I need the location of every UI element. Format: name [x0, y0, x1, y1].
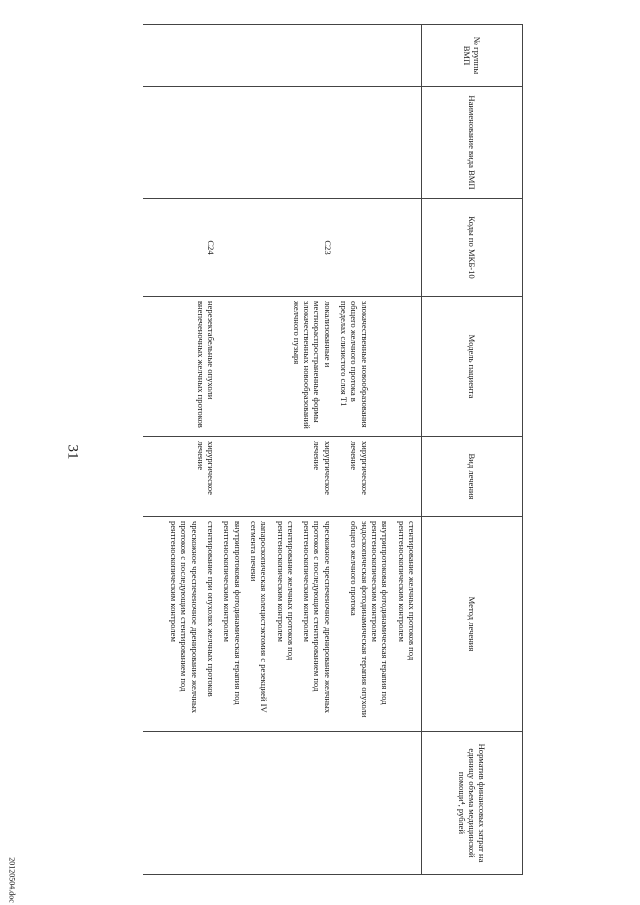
table-row — [169, 25, 216, 875]
header-treatment-type: Вид лечения — [422, 437, 523, 517]
cell-norm — [216, 732, 333, 875]
header-vmp-name: Наименование вида ВМП — [422, 87, 523, 199]
cell-methods — [169, 517, 216, 732]
cell-model — [370, 297, 422, 437]
header-treatment-method: Метод лечения — [422, 517, 523, 732]
cell-model: злокачественные новообразования общего желчного протока в пределах слизистого слоя T1 — [333, 297, 370, 437]
method-item: чрескожное чреспеченочное дренирование желчных протоков с последующим стентированием под рентгеноскопическим контролем — [302, 521, 333, 714]
cell-code: C24 — [169, 199, 216, 297]
cell-model: локализованные и местнораспространенные формы злокачественных новообразований желчного пузыря — [216, 297, 333, 437]
method-item: чрескожное чреспеченочное дренирование желчных протоков с последующим стентированием под рентгеноскопическим контролем — [169, 521, 200, 714]
method-item: стентирование желчных протоков под рентгеноскопическим контролем — [275, 521, 296, 661]
document-code: 20120504.doc — [7, 857, 17, 903]
cell-group — [216, 25, 333, 87]
cell-group — [370, 25, 422, 87]
header-icd-codes: Коды по МКБ-10 — [422, 199, 523, 297]
cell-name — [370, 87, 422, 199]
cell-name — [216, 87, 333, 199]
cell-group — [169, 25, 216, 87]
table-spacer-row — [143, 25, 169, 875]
method-item: внутрипротоковая фотодинамическая терапия под рентгеноскопическим контролем — [222, 521, 243, 705]
method-item: лапароскопическая холецистэктомия с резекцией IV сегмента печени — [248, 521, 270, 713]
method-item: внутрипротоковая фотодинамическая терапия под рентгеноскопическим контролем — [370, 521, 391, 705]
rotated-table-container — [83, 24, 523, 874]
header-financial-norm: Норматив финансовых затрат на единицу объема медицинской помощи⁴, рублей — [422, 732, 523, 875]
table-row — [370, 25, 422, 875]
cell-code: C23 — [216, 199, 333, 297]
cell-treatment — [370, 437, 422, 517]
cell-name — [333, 87, 370, 199]
method-item: стентирование желчных протоков под рентгеноскопическим контролем — [396, 521, 417, 661]
cell-methods — [370, 517, 422, 732]
method-item: стентирование при опухолях желчных протоков — [206, 521, 216, 697]
header-patient-model: Модель пациента — [422, 297, 523, 437]
cell-code — [370, 199, 422, 297]
cell-methods — [216, 517, 333, 732]
cell-model: нерезектабельные опухоли внепеченочных желчных протоков — [169, 297, 216, 437]
header-group-number: № группы ВМП — [422, 25, 523, 87]
cell-methods — [333, 517, 370, 732]
method-item: эндоскопическая фотодинамическая терапия опухоли общего желчного протока — [349, 521, 370, 718]
cell-group — [333, 25, 370, 87]
cell-name — [169, 87, 216, 199]
cell-norm — [169, 732, 216, 875]
cell-treatment: хирургическое лечение — [216, 437, 333, 517]
table-row — [216, 25, 333, 875]
page-number: 31 — [64, 444, 81, 460]
cell-norm — [370, 732, 422, 875]
cell-treatment: хирургическое лечение — [333, 437, 370, 517]
cell-treatment: хирургическое лечение — [169, 437, 216, 517]
cell-code — [333, 199, 370, 297]
table-header-row — [422, 25, 523, 875]
table-row — [333, 25, 370, 875]
vmp-table — [143, 24, 523, 875]
cell-norm — [333, 732, 370, 875]
